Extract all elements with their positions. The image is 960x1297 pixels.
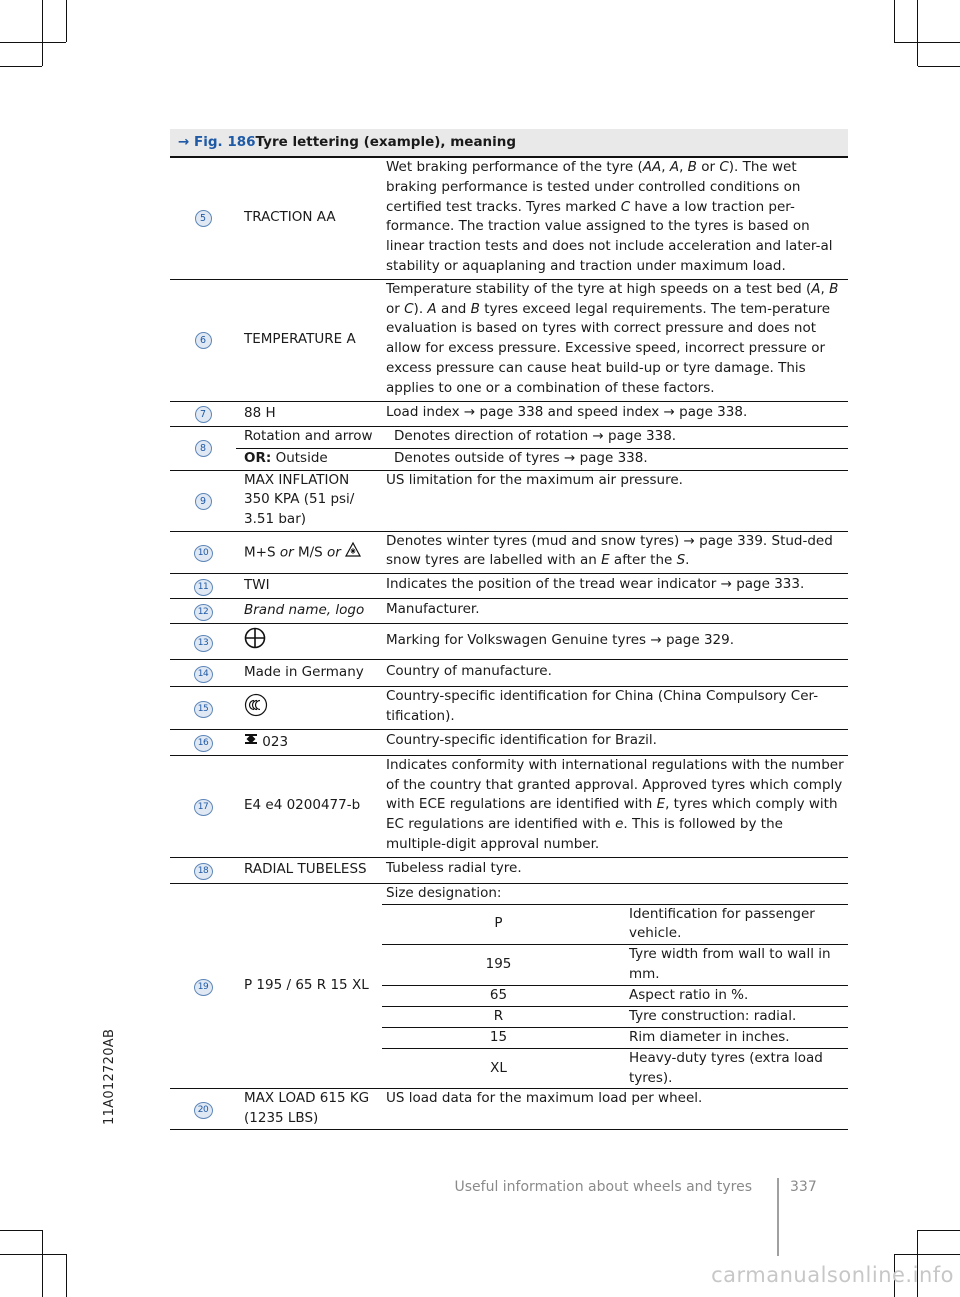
term: 88 H (236, 401, 382, 426)
crop-mark (918, 1230, 960, 1231)
table-row (170, 857, 848, 883)
table-row (170, 158, 848, 279)
callout-number: 14 (194, 666, 213, 683)
description[interactable]: Denotes direction of rotation → page 338. (390, 427, 848, 448)
callout-number: 17 (194, 799, 213, 816)
description: Temperature stability of the tyre at high speeds on a test bed (A, B or C). A and B tyres exceed legal requirements. The tem-perature evaluation is based on tyres with correct pressure and does not allow for excess pressure. Excessive speed, incorrect pressure or excess pressure can cause heat build-up or tyre damage. This applies to one or a combination of these factors. (382, 279, 848, 401)
description: US load data for the maximum load per wheel. (382, 1089, 848, 1130)
sub-table (236, 427, 848, 469)
description: Country-specific identification for Brazil. (382, 729, 848, 755)
description: Tubeless radial tyre. (382, 857, 848, 883)
crop-mark (918, 66, 960, 67)
watermark: carmanualsonline.info (711, 1263, 954, 1287)
size-code: R (382, 1006, 615, 1027)
size-code: 65 (382, 985, 615, 1006)
crop-mark (0, 66, 42, 67)
callout-number: 15 (194, 701, 213, 718)
size-meaning: Tyre construction: radial. (615, 1006, 848, 1027)
size-meaning: Identification for passenger vehicle. (615, 904, 848, 945)
size-code: 15 (382, 1027, 615, 1048)
table-row (170, 1089, 848, 1130)
inmetro-icon (244, 732, 258, 752)
description: Indicates conformity with international regulations with the number of the country that granted approval. Approved tyres which comply with ECE regulations are identified with E, tyres which comply with EC regulations are identified with e. This is followed by the multiple-digit approval number. (382, 755, 848, 857)
term: TWI (236, 574, 382, 599)
description: Country-specific identification for China (China Compulsory Cer-tification). (382, 687, 848, 730)
description[interactable]: Denotes outside of tyres → page 338. (394, 449, 648, 466)
description[interactable]: Load index → page 338 and speed index → page 338. (382, 401, 848, 426)
term: M+S or M/S or (236, 531, 382, 574)
crop-mark (894, 0, 895, 42)
description: Country of manufacture. (382, 660, 848, 687)
footer-divider (777, 1178, 779, 1256)
callout-number: 9 (195, 493, 212, 510)
section-title: Useful information about wheels and tyres (454, 1179, 752, 1195)
vw-genuine-icon (244, 627, 266, 656)
term: Brand name, logo (236, 599, 382, 624)
table-row (170, 729, 848, 755)
table-row (170, 574, 848, 599)
term: MAX INFLATION 350 KPA (51 psi/ 3.51 bar) (236, 470, 382, 531)
table-row (170, 531, 848, 574)
term: E4 e4 0200477-b (236, 755, 382, 857)
table-row (170, 401, 848, 426)
crop-mark (66, 0, 67, 42)
size-code: P (382, 904, 615, 945)
term: TEMPERATURE A (236, 279, 382, 401)
size-meaning: Heavy-duty tyres (extra load tyres). (629, 1049, 823, 1086)
callout-number: 18 (194, 863, 213, 880)
size-code: XL (490, 1059, 507, 1076)
callout-number: 10 (194, 545, 213, 562)
arrow-icon: → (178, 134, 190, 150)
table-row (170, 470, 848, 531)
callout-number: 20 (194, 1102, 213, 1119)
table-row (170, 755, 848, 857)
table-row (170, 660, 848, 687)
crop-mark (0, 42, 66, 43)
size-designation-table (382, 884, 848, 1089)
callout-number: 16 (194, 735, 213, 752)
crop-mark (0, 1230, 42, 1231)
table-row (170, 687, 848, 730)
tyre-lettering-table (170, 158, 848, 1130)
callout-number: 11 (194, 579, 213, 596)
crop-mark (894, 1254, 960, 1255)
description: Wet braking performance of the tyre (AA, A, B or C). The wet braking performance is tested under controlled conditions on certified test tracks. Tyres marked C have a low traction per-formance. The traction value assigned to the tyres is based on linear traction tests and does not include acceleration and later-al stability or aquaplaning and traction under maximum load. (382, 158, 848, 279)
table-row (170, 599, 848, 624)
callout-number: 8 (195, 440, 212, 457)
description[interactable]: Marking for Volkswagen Genuine tyres → page 329. (382, 624, 848, 660)
crop-mark (42, 0, 43, 66)
description[interactable]: Indicates the position of the tread wear indicator → page 333. (382, 574, 848, 599)
term (236, 687, 382, 730)
term: Rotation and arrow (236, 427, 390, 448)
term: TRACTION AA (236, 158, 382, 279)
table-row (170, 279, 848, 401)
page-number: 337 (790, 1179, 817, 1195)
term: MAX LOAD 615 KG (1235 LBS) (236, 1089, 382, 1130)
description: Manufacturer. (382, 599, 848, 624)
term: 023 (236, 729, 382, 755)
table-row (170, 883, 848, 1089)
callout-number: 7 (195, 406, 212, 423)
crop-mark (66, 1254, 67, 1297)
description[interactable]: Denotes winter tyres (mud and snow tyres) → page 339. Stud-ded snow tyres are labelled with an E after the S. (382, 531, 848, 574)
snowflake-mountain-icon (345, 541, 361, 564)
callout-number: 6 (195, 332, 212, 349)
description: US limitation for the maximum air pressure. (382, 470, 848, 531)
table-header (170, 129, 848, 158)
crop-mark (0, 1254, 66, 1255)
term (236, 624, 382, 660)
size-code: 195 (382, 945, 615, 986)
term-text: Outside (271, 449, 328, 466)
crop-mark (42, 1230, 43, 1297)
or-label: OR: (244, 449, 272, 466)
term: RADIAL TUBELESS (236, 857, 382, 883)
callout-number: 13 (194, 635, 213, 652)
ccc-icon (244, 693, 268, 724)
description: Size designation: (382, 884, 848, 904)
size-meaning: Rim diameter in inches. (615, 1027, 848, 1048)
crop-mark (894, 42, 960, 43)
size-meaning: Tyre width from wall to wall in mm. (615, 945, 848, 986)
table-row (170, 426, 848, 470)
crop-mark (917, 0, 918, 66)
term (236, 448, 390, 469)
page-footer (0, 1178, 960, 1198)
callout-number: 5 (195, 210, 212, 227)
table-title: Tyre lettering (example), meaning (255, 134, 517, 150)
size-meaning: Aspect ratio in %. (615, 985, 848, 1006)
term: Made in Germany (236, 660, 382, 687)
callout-number: 12 (194, 604, 213, 621)
callout-number: 19 (194, 979, 213, 996)
figure-link[interactable]: Fig. 186 (194, 134, 256, 150)
term: P 195 / 65 R 15 XL (236, 883, 382, 1089)
table-row (170, 624, 848, 660)
